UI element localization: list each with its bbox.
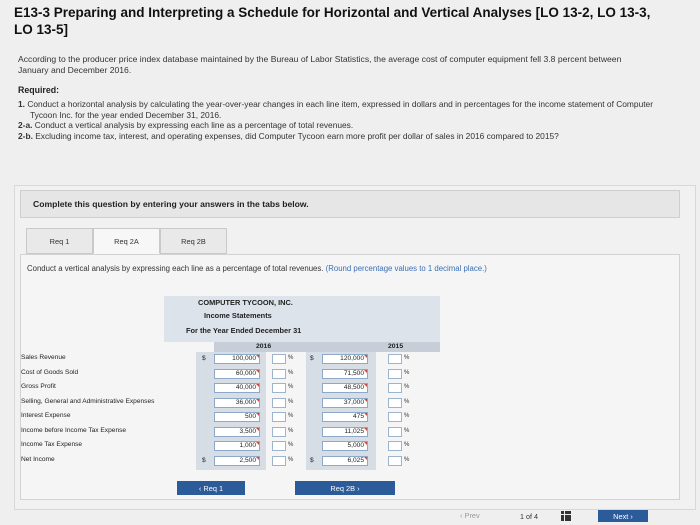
next-req-label: Req 2B (330, 483, 356, 493)
percent-sign: % (404, 384, 410, 390)
currency-symbol: $ (310, 355, 314, 362)
pct-2015-input[interactable] (388, 441, 402, 451)
pct-2016-input[interactable] (272, 398, 286, 408)
percent-sign: % (404, 427, 410, 434)
amount-cell-2015 (322, 383, 368, 393)
row-label: Gross Profit (21, 383, 56, 390)
tab-req-1[interactable]: Req 1 (26, 228, 93, 254)
required-item-text: Conduct a vertical analysis by expressing each line as a percentage of total revenues. (34, 120, 354, 130)
cell-marker-icon (256, 413, 259, 416)
cell-marker-icon (256, 442, 259, 445)
pct-2015-input[interactable] (388, 427, 402, 437)
required-item-text: Excluding income tax, interest, and operating expenses, did Computer Tycoon earn more profit per dollar of sales in 2016 compared to 2015? (35, 130, 559, 141)
intro-text: According to the producer price index database maintained by the Bureau of Labor Statistics, the average cost of computer equipment fell 3.8 percent between January and December 2016. (18, 54, 622, 75)
statement-period: For the Year Ended December 31 (186, 326, 302, 335)
page-of: of (526, 512, 532, 521)
cell-marker-icon (256, 457, 259, 460)
tab-req-2a[interactable]: Req 2A (93, 228, 160, 254)
next-req-button[interactable] (295, 481, 395, 495)
tab-req-2b[interactable]: Req 2B (160, 228, 227, 254)
amount-value: 48,500 (343, 384, 364, 391)
year-2015: 2015 (388, 343, 404, 350)
percent-sign: % (288, 398, 294, 405)
pagination (460, 510, 695, 523)
percent-sign: % (288, 456, 294, 463)
amount-cell-2015 (322, 427, 368, 437)
required-item-number: 1. (18, 99, 25, 109)
amount-value: 11,025 (344, 427, 364, 435)
cell-marker-icon (364, 442, 367, 445)
amount-cell-2016 (214, 441, 260, 451)
cell-marker-icon (256, 370, 259, 373)
amount-cell-2015 (322, 412, 368, 422)
pct-2015-input[interactable] (388, 412, 402, 422)
statement-header (164, 296, 440, 342)
instruction-hint: (Round percentage values to 1 decimal place.) (325, 264, 487, 273)
cell-marker-icon (256, 355, 259, 358)
percent-sign: % (404, 456, 410, 463)
chevron-right-icon: › (355, 483, 360, 493)
cell-marker-icon (364, 384, 367, 387)
pct-2016-input[interactable] (272, 412, 286, 422)
prev-req-label: Req 1 (203, 483, 224, 493)
page-indicator (520, 512, 538, 521)
percent-sign: % (404, 442, 410, 448)
amount-cell-2015 (322, 398, 368, 408)
required-item-1 (18, 99, 658, 120)
amount-cell-2016 (214, 427, 260, 437)
pct-2015-input[interactable] (388, 369, 402, 379)
cell-marker-icon (364, 399, 367, 402)
statement-name: Income Statements (204, 311, 272, 320)
row-label: Income Tax Expense (21, 441, 83, 448)
required-item-number: 2-b. (18, 130, 33, 141)
percent-sign: % (404, 398, 410, 405)
percent-sign: % (288, 369, 294, 376)
pct-2016-input[interactable] (272, 354, 286, 364)
cell-marker-icon (364, 428, 367, 431)
pct-2016-input[interactable] (272, 427, 286, 437)
percent-sign: % (404, 355, 410, 361)
pct-2015-input[interactable] (388, 456, 402, 466)
amount-cell-2015 (322, 369, 368, 379)
amount-cell-2016 (214, 383, 260, 393)
cell-marker-icon (364, 370, 367, 373)
grid-icon[interactable] (561, 511, 571, 521)
tab-bar (26, 228, 227, 254)
complete-bar (20, 190, 680, 218)
amount-cell-2016 (214, 398, 260, 408)
currency-symbol: $ (202, 456, 206, 464)
percent-sign: % (288, 427, 294, 434)
required-item-text: Conduct a horizontal analysis by calculating the year-over-year changes in each line item, expressed in dollars and in percentages for the income statement of Computer Tycoon Inc. for the year ended December 31, 2016. (27, 99, 653, 120)
amount-cell-2015 (322, 441, 368, 451)
amount-value: 120,000 (340, 355, 364, 362)
year-header (214, 342, 440, 352)
amount-value: 37,000 (343, 398, 364, 406)
required-item-2b (18, 131, 658, 142)
next-page-button[interactable] (598, 510, 648, 522)
required-item-number: 2-a. (18, 120, 33, 130)
pct-2016-input[interactable] (272, 369, 286, 379)
cell-marker-icon (256, 399, 259, 402)
required-item-2a (18, 120, 658, 131)
amount-value: 475 (352, 413, 364, 420)
page-title: E13-3 Preparing and Interpreting a Schedule for Horizontal and Vertical Analyses [LO 13-2, LO 13-3, LO 13-5] (14, 5, 651, 37)
percent-sign: % (404, 413, 410, 419)
required-heading: Required: (18, 85, 60, 95)
amount-cell-2016 (214, 412, 260, 422)
pct-2015-input[interactable] (388, 354, 402, 364)
cell-marker-icon (256, 384, 259, 387)
chevron-left-icon: ‹ (198, 483, 204, 493)
amount-value: 2,500 (239, 456, 256, 464)
chevron-right-icon: › (628, 511, 633, 521)
amount-cell-2015 (322, 354, 368, 364)
prev-page-button[interactable] (460, 511, 480, 520)
amount-value: 6,025 (347, 456, 364, 464)
pct-2015-input[interactable] (388, 383, 402, 393)
amount-value: 5,000 (347, 442, 364, 449)
next-page-label: Next (613, 511, 629, 521)
amount-value: 3,500 (239, 427, 256, 435)
amount-value: 60,000 (235, 369, 256, 377)
tab-instruction (27, 264, 587, 274)
cell-marker-icon (256, 428, 259, 431)
row-label: Net Income (21, 455, 55, 463)
percent-sign: % (288, 384, 294, 390)
prev-req-button[interactable] (177, 481, 245, 495)
company-name: COMPUTER TYCOON, INC. (198, 298, 293, 307)
percent-sign: % (288, 355, 294, 361)
row-label: Cost of Goods Sold (21, 368, 79, 376)
instruction-main: Conduct a vertical analysis by expressing each line as a percentage of total revenues. (27, 264, 324, 273)
amount-value: 100,000 (232, 355, 256, 362)
cell-marker-icon (364, 457, 367, 460)
currency-symbol: $ (310, 456, 314, 464)
complete-instruction: Complete this question by entering your answers in the tabs below. (33, 199, 309, 209)
row-label: Income before Income Tax Expense (21, 426, 127, 434)
prev-page-label: Prev (464, 511, 480, 520)
amount-value: 71,500 (343, 369, 364, 377)
percent-sign: % (288, 442, 294, 448)
year-2016: 2016 (256, 343, 272, 350)
pct-2016-input[interactable] (272, 456, 286, 466)
row-label: Sales Revenue (21, 354, 66, 361)
percent-sign: % (404, 369, 410, 376)
pct-2015-input[interactable] (388, 398, 402, 408)
total-pages: 4 (534, 512, 538, 521)
current-page: 1 (520, 512, 524, 521)
cell-marker-icon (364, 355, 367, 358)
amount-cell-2015 (322, 456, 368, 466)
amount-cell-2016 (214, 369, 260, 379)
amount-cell-2016 (214, 354, 260, 364)
amount-value: 36,000 (235, 398, 256, 406)
amount-cell-2016 (214, 456, 260, 466)
required-list (18, 99, 658, 141)
amount-value: 500 (244, 413, 256, 420)
row-label: Selling, General and Administrative Expenses (21, 397, 155, 405)
chevron-left-icon: ‹ (460, 511, 465, 520)
cell-marker-icon (364, 413, 367, 416)
percent-sign: % (288, 413, 294, 419)
amount-value: 40,000 (235, 384, 256, 391)
income-statement (18, 296, 441, 471)
amount-value: 1,000 (239, 442, 256, 449)
pct-2016-input[interactable] (272, 441, 286, 451)
row-label: Interest Expense (21, 412, 71, 419)
currency-symbol: $ (202, 355, 206, 362)
pct-2016-input[interactable] (272, 383, 286, 393)
